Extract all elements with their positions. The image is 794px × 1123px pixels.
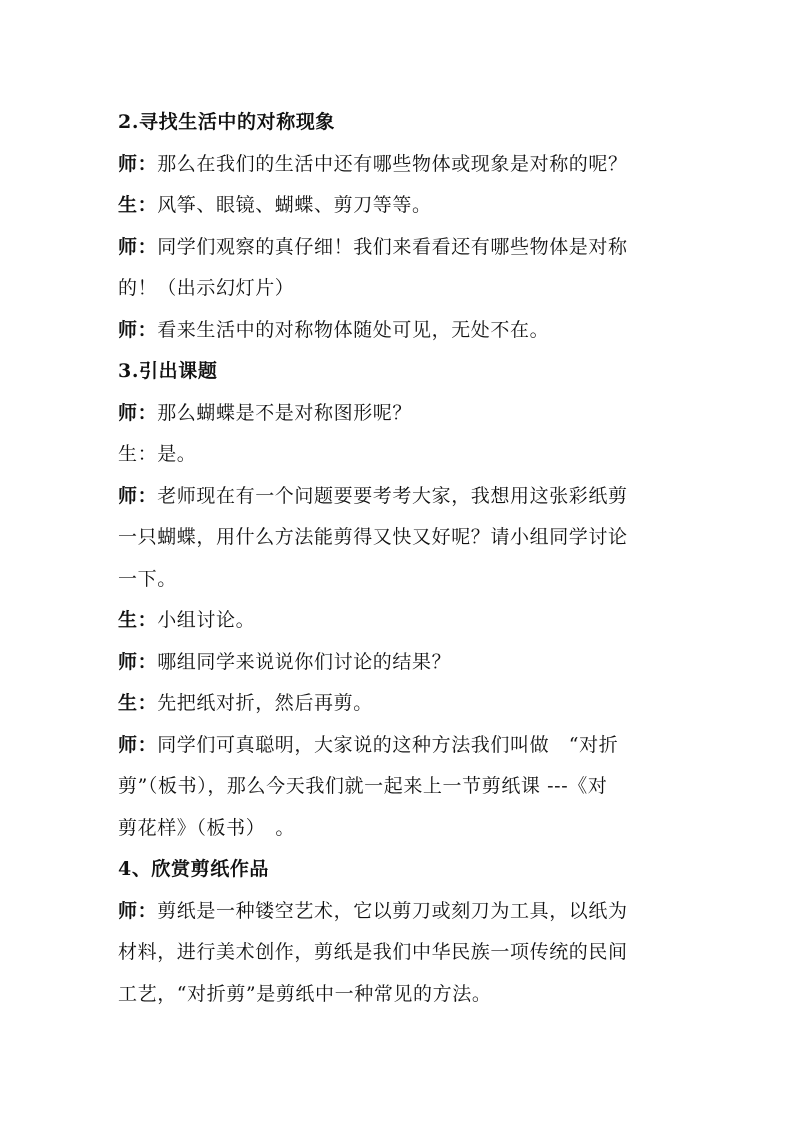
document-body: [118, 102, 678, 1015]
dialog-line: [118, 434, 678, 476]
dialog-line: [118, 476, 678, 518]
speaker-label: 师：: [118, 318, 158, 341]
speaker-label: 生：: [118, 443, 158, 465]
dialog-text: 同学们可真聪明，大家说的这种方法我们叫做 “对折: [157, 733, 619, 756]
speaker-label: 师：: [118, 650, 158, 673]
paragraph-continuation: 的！（出示幻灯片）: [118, 277, 295, 299]
dialog-line: [118, 144, 678, 186]
dialog-line: [118, 227, 678, 269]
speaker-label: 师：: [118, 152, 158, 175]
section-heading: 3.引出课题: [118, 360, 218, 382]
paragraph-continuation: 剪”（板书），那么今天我们就一起来上一节剪纸课 ---《对: [118, 775, 608, 797]
dialog-line: [118, 891, 678, 933]
dialog-line: [118, 683, 678, 725]
dialog-line: [118, 393, 678, 435]
section-heading: 2.寻找生活中的对称现象: [118, 111, 336, 133]
section-heading: 4、欣赏剪纸作品: [118, 858, 270, 880]
speaker-label: 生：: [118, 194, 158, 216]
dialog-text: 同学们观察的真仔细！我们来看看还有哪些物体是对称: [157, 235, 628, 258]
speaker-label: 师：: [118, 733, 158, 756]
speaker-label: 生：: [118, 609, 158, 631]
paragraph-continuation: 工艺，“对折剪”是剪纸中一种常见的方法。: [118, 982, 492, 1005]
dialog-text: 是。: [157, 443, 197, 465]
dialog-line: [118, 725, 678, 767]
paragraph-continuation: 一只蝴蝶，用什么方法能剪得又快又好呢？请小组同学讨论: [118, 526, 628, 548]
dialog-text: 老师现在有一个问题要要考考大家，我想用这张彩纸剪: [157, 484, 628, 507]
dialog-text: 那么在我们的生活中还有哪些物体或现象是对称的呢？: [157, 152, 628, 175]
dialog-text: 哪组同学来说说你们讨论的结果？: [157, 650, 452, 673]
dialog-text: 那么蝴蝶是不是对称图形呢？: [157, 401, 413, 424]
speaker-label: 师：: [118, 401, 158, 424]
dialog-text: 风筝、眼镜、蝴蝶、剪刀等等。: [157, 194, 432, 216]
dialog-text: 先把纸对折，然后再剪。: [157, 692, 373, 714]
speaker-label: 师：: [118, 484, 158, 507]
paragraph-continuation: 一下。: [118, 567, 177, 590]
speaker-label: 师：: [118, 235, 158, 258]
dialog-line: [118, 600, 678, 642]
speaker-label: 生：: [118, 692, 158, 714]
speaker-label: 师：: [118, 899, 158, 922]
paragraph-continuation: 剪花样》（板书） 。: [118, 816, 296, 839]
paragraph-continuation: 材料，进行美术创作，剪纸是我们中华民族一项传统的民间: [118, 941, 628, 963]
dialog-line: [118, 642, 678, 684]
dialog-line: [118, 185, 678, 227]
dialog-line: [118, 310, 678, 352]
dialog-text: 剪纸是一种镂空艺术，它以剪刀或刻刀为工具，以纸为: [157, 899, 628, 922]
dialog-text: 小组讨论。: [157, 609, 256, 631]
dialog-text: 看来生活中的对称物体随处可见，无处不在。: [157, 318, 550, 341]
